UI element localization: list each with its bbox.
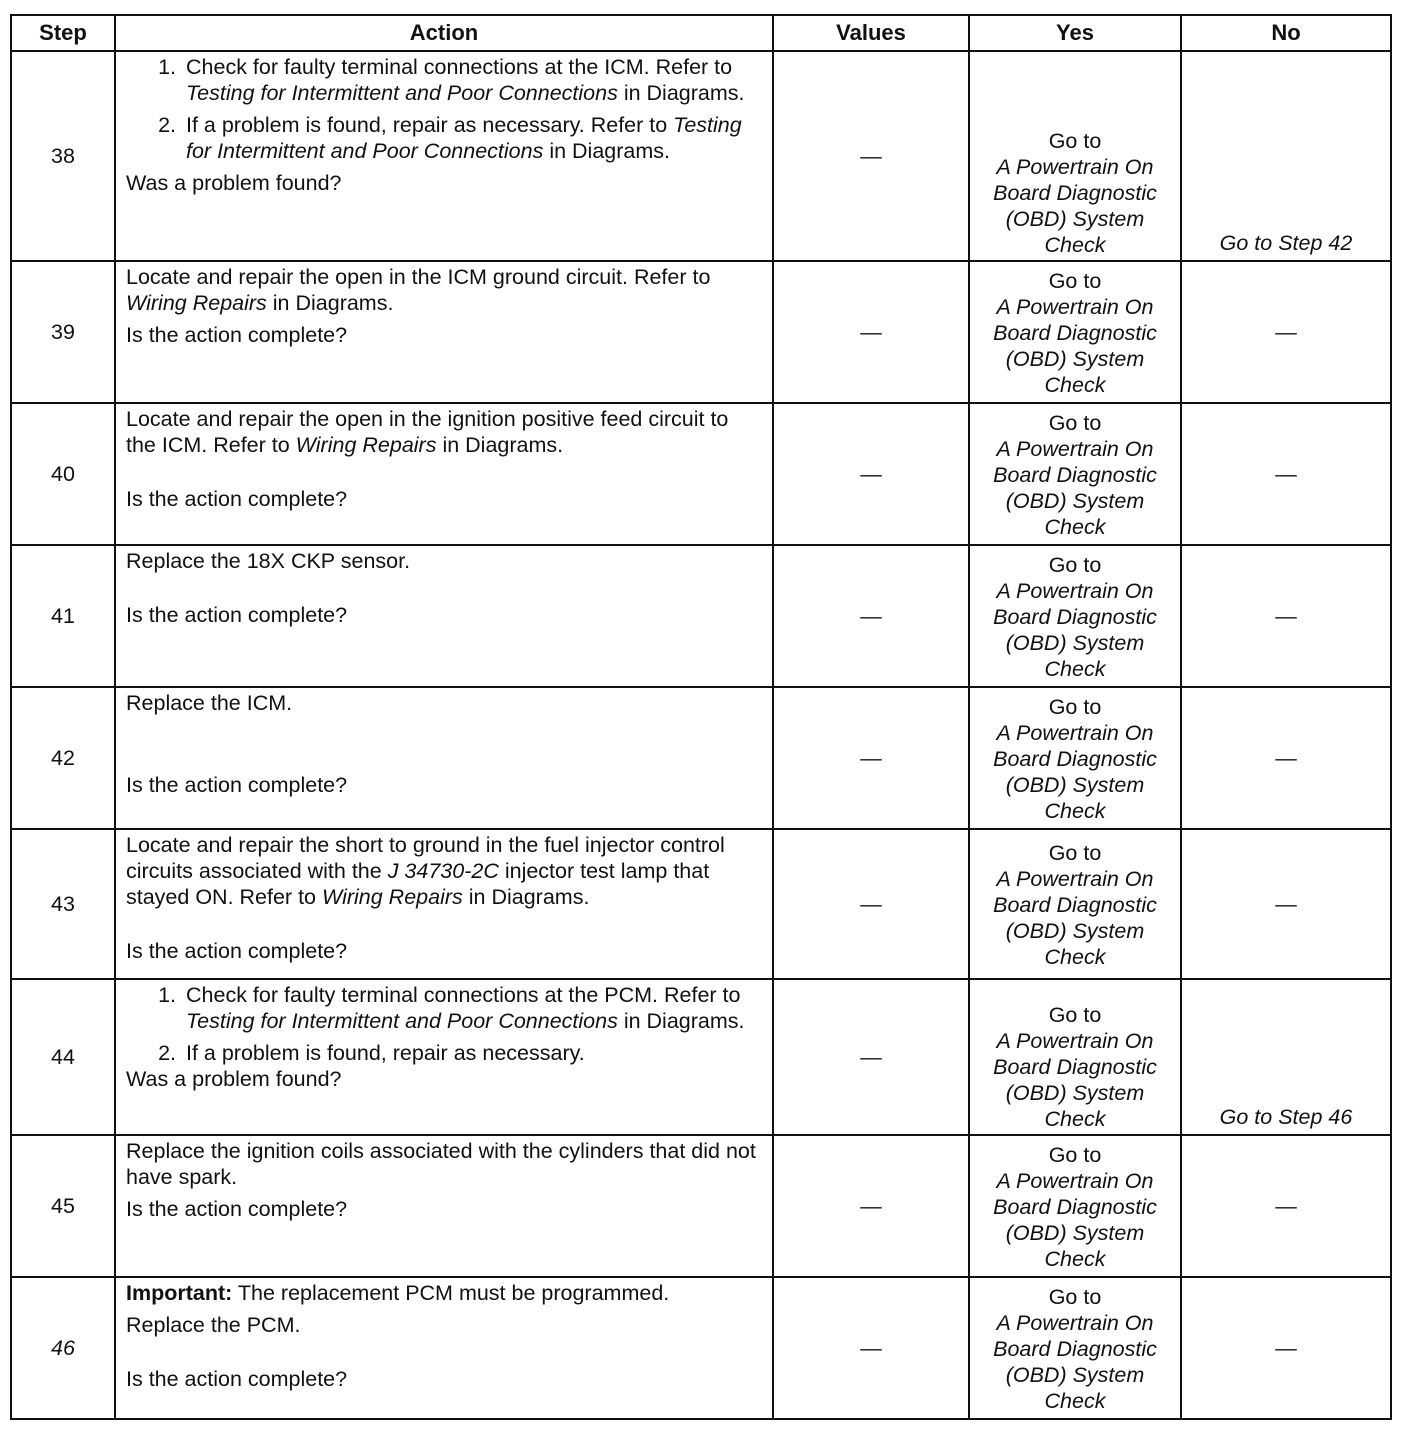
- step-number: 45: [11, 1135, 115, 1277]
- yes-cell: Go to A Powertrain On Board Diagnostic (OBD) System Check: [969, 545, 1181, 687]
- table-row: [11, 829, 1391, 979]
- no-cell: —: [1181, 687, 1391, 829]
- yes-cell: Go to A Powertrain On Board Diagnostic (OBD) System Check: [969, 51, 1181, 261]
- table-row: [11, 1277, 1391, 1419]
- action-text: Locate and repair the open in the ICM ground circuit. Refer to Wiring Repairs in Diagrams.: [126, 265, 711, 315]
- list-item: 1. Check for faulty terminal connections at the PCM. Refer to Testing for Intermittent and Poor Connections in Diagrams.: [182, 982, 764, 1034]
- action-question: Is the action complete?: [126, 1367, 348, 1391]
- header-yes: Yes: [969, 15, 1181, 51]
- action-cell: [115, 1277, 773, 1419]
- action-cell: [115, 261, 773, 403]
- action-question: Was a problem found?: [126, 171, 342, 195]
- values-cell: —: [773, 687, 969, 829]
- table-row: [11, 979, 1391, 1135]
- action-list: [126, 54, 764, 164]
- header-row: [11, 15, 1391, 51]
- action-question: Is the action complete?: [126, 939, 348, 963]
- step-number: 38: [11, 51, 115, 261]
- action-cell: [115, 829, 773, 979]
- header-values: Values: [773, 15, 969, 51]
- yes-cell: Go to A Powertrain On Board Diagnostic (OBD) System Check: [969, 979, 1181, 1135]
- values-cell: —: [773, 1135, 969, 1277]
- step-number: 42: [11, 687, 115, 829]
- values-cell: —: [773, 829, 969, 979]
- action-cell: [115, 687, 773, 829]
- table-row: [11, 687, 1391, 829]
- no-cell: —: [1181, 1277, 1391, 1419]
- action-question: Is the action complete?: [126, 773, 348, 797]
- values-cell: —: [773, 51, 969, 261]
- no-cell: —: [1181, 403, 1391, 545]
- header-action: Action: [115, 15, 773, 51]
- table-row: [11, 403, 1391, 545]
- values-cell: —: [773, 1277, 969, 1419]
- no-cell: Go to Step 42: [1181, 51, 1391, 261]
- table-row: [11, 51, 1391, 261]
- step-number: 39: [11, 261, 115, 403]
- no-cell: —: [1181, 829, 1391, 979]
- header-no: No: [1181, 15, 1391, 51]
- action-cell: [115, 545, 773, 687]
- action-cell: [115, 51, 773, 261]
- action-text: Replace the PCM.: [126, 1313, 301, 1337]
- table-row: [11, 545, 1391, 687]
- action-text: Replace the ICM.: [126, 691, 293, 715]
- values-cell: —: [773, 403, 969, 545]
- action-cell: [115, 1135, 773, 1277]
- action-question: Is the action complete?: [126, 487, 348, 511]
- values-cell: —: [773, 979, 969, 1135]
- no-cell: —: [1181, 545, 1391, 687]
- action-text: Locate and repair the short to ground in the fuel injector control circuits associated with the J 34730-2C injector test lamp that stayed ON. Refer to Wiring Repairs in Diagrams.: [126, 833, 725, 909]
- step-number: 40: [11, 403, 115, 545]
- values-cell: —: [773, 261, 969, 403]
- yes-cell: Go to A Powertrain On Board Diagnostic (OBD) System Check: [969, 687, 1181, 829]
- header-step: Step: [11, 15, 115, 51]
- step-number: 44: [11, 979, 115, 1135]
- list-item: 1. Check for faulty terminal connections at the ICM. Refer to Testing for Intermittent and Poor Connections in Diagrams.: [182, 54, 764, 106]
- list-item: 2. If a problem is found, repair as necessary.: [182, 1040, 764, 1066]
- action-cell: [115, 979, 773, 1135]
- no-cell: —: [1181, 261, 1391, 403]
- yes-cell: Go to A Powertrain On Board Diagnostic (OBD) System Check: [969, 403, 1181, 545]
- list-item: 2. If a problem is found, repair as necessary. Refer to Testing for Intermittent and Poor Connections in Diagrams.: [182, 112, 764, 164]
- action-list: [126, 982, 764, 1066]
- step-number: 46: [11, 1277, 115, 1419]
- action-text: Replace the ignition coils associated with the cylinders that did not have spark.: [126, 1139, 756, 1189]
- action-question: Was a problem found?: [126, 1067, 342, 1091]
- action-text: Locate and repair the open in the ignition positive feed circuit to the ICM. Refer to Wiring Repairs in Diagrams.: [126, 407, 729, 457]
- step-number: 41: [11, 545, 115, 687]
- action-cell: [115, 403, 773, 545]
- action-question: Is the action complete?: [126, 323, 348, 347]
- yes-cell: Go to A Powertrain On Board Diagnostic (OBD) System Check: [969, 1135, 1181, 1277]
- table-row: [11, 261, 1391, 403]
- important-note: Important: The replacement PCM must be programmed.: [126, 1281, 670, 1305]
- yes-cell: Go to A Powertrain On Board Diagnostic (OBD) System Check: [969, 261, 1181, 403]
- no-cell: Go to Step 46: [1181, 979, 1391, 1135]
- action-question: Is the action complete?: [126, 603, 348, 627]
- yes-cell: Go to A Powertrain On Board Diagnostic (OBD) System Check: [969, 1277, 1181, 1419]
- action-text: Replace the 18X CKP sensor.: [126, 549, 411, 573]
- action-question: Is the action complete?: [126, 1197, 348, 1221]
- no-cell: —: [1181, 1135, 1391, 1277]
- yes-cell: Go to A Powertrain On Board Diagnostic (OBD) System Check: [969, 829, 1181, 979]
- values-cell: —: [773, 545, 969, 687]
- table-row: [11, 1135, 1391, 1277]
- diagnostic-table: [10, 14, 1392, 1420]
- step-number: 43: [11, 829, 115, 979]
